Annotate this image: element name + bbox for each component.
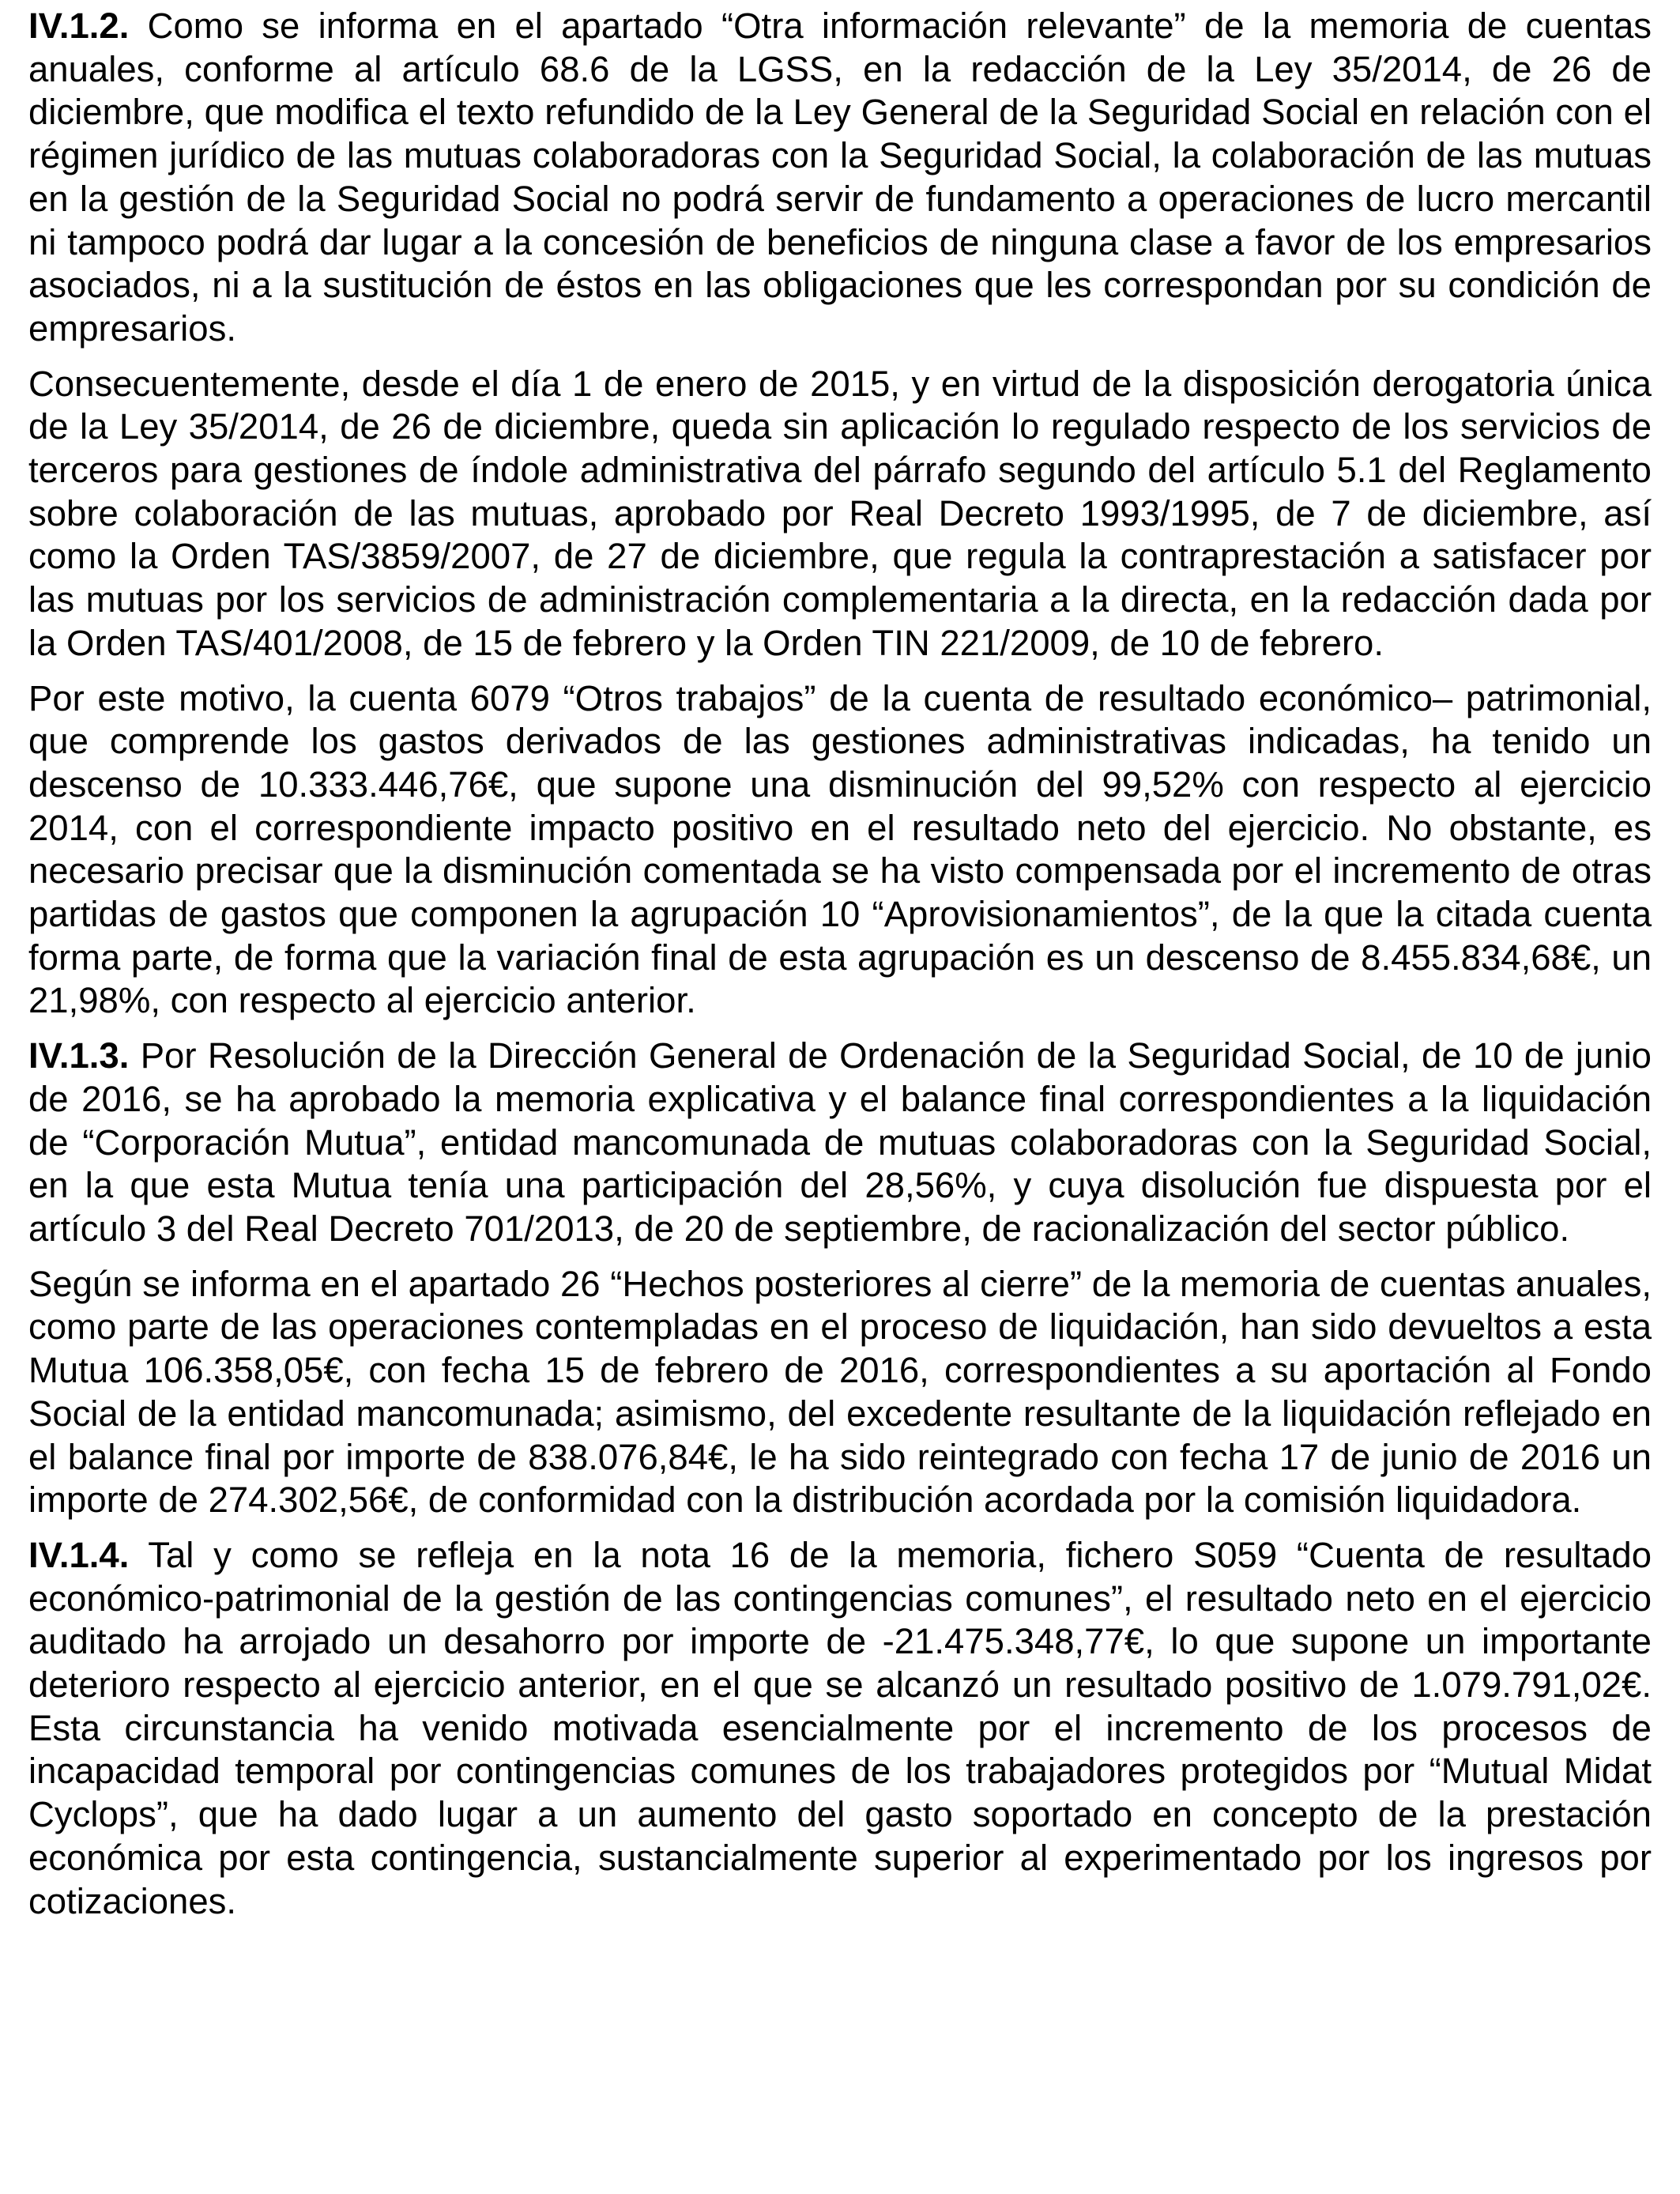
paragraph-text: Como se informa en el apartado “Otra información relevante” de la memoria de cuentas anuales, conforme al artículo 68.6 de la LGSS, en la redacción de la Ley 35/2014, de 26 de diciembre, que modifica el texto refundido de la Ley General de la Seguridad Social en relación con el régimen jurídico de las mutuas colaboradoras con la Seguridad Social, la colaboración de las mutuas en la gestión de la Seguridad Social no podrá servir de fundamento a operaciones de lucro mercantil ni tampoco podrá dar lugar a la concesión de beneficios de ninguna clase a favor de los empresarios asociados, ni a la sustitución de éstos en las obligaciones que les correspondan por su condición de empresarios. (28, 6, 1652, 349)
paragraph-cuenta-6079 (28, 677, 1652, 1023)
paragraph-text: Por este motivo, la cuenta 6079 “Otros trabajos” de la cuenta de resultado económico– patrimonial, que comprende los gastos derivados de las gestiones administrativas indicadas, ha tenido un descenso de 10.333.446,76€, que supone una disminución del 99,52% con respecto al ejercicio 2014, con el correspondiente impacto positivo en el resultado neto del ejercicio. No obstante, es necesario precisar que la disminución comentada se ha visto compensada por el incremento de otras partidas de gastos que componen la agrupación 10 “Aprovisionamientos”, de la que la citada cuenta forma parte, de forma que la variación final de esta agrupación es un descenso de 8.455.834,68€, un 21,98%, con respecto al ejercicio anterior. (28, 677, 1652, 1021)
paragraph-text: Según se informa en el apartado 26 “Hechos posteriores al cierre” de la memoria de cuentas anuales, como parte de las operaciones contempladas en el proceso de liquidación, han sido devueltos a esta Mutua 106.358,05€, con fecha 15 de febrero de 2016, correspondientes a su aportación al Fondo Social de la entidad mancomunada; asimismo, del excedente resultante de la liquidación reflejado en el balance final por importe de 838.076,84€, le ha sido reintegrado con fecha 17 de junio de 2016 un importe de 274.302,56€, de conformidad con la distribución acordada por la comisión liquidadora. (28, 1263, 1652, 1521)
paragraph-iv-1-2 (28, 5, 1652, 351)
paragraph-text: Consecuentemente, desde el día 1 de enero de 2015, y en virtud de la disposición derogatoria única de la Ley 35/2014, de 26 de diciembre, queda sin aplicación lo regulado respecto de los servicios de terceros para gestiones de índole administrativa del párrafo segundo del artículo 5.1 del Reglamento sobre colaboración de las mutuas, aprobado por Real Decreto 1993/1995, de 7 de diciembre, así como la Orden TAS/3859/2007, de 27 de diciembre, que regula la contraprestación a satisfacer por las mutuas por los servicios de administración complementaria a la directa, en la redacción dada por la Orden TAS/401/2008, de 15 de febrero y la Orden TIN 221/2009, de 10 de febrero. (28, 363, 1652, 663)
paragraph-iv-1-3 (28, 1035, 1652, 1251)
paragraph-hechos-posteriores (28, 1263, 1652, 1522)
paragraph-iv-1-4 (28, 1534, 1652, 1923)
paragraph-text: Por Resolución de la Dirección General de Ordenación de la Seguridad Social, de 10 de junio de 2016, se ha aprobado la memoria explicativa y el balance final correspondientes a la liquidación de “Corporación Mutua”, entidad mancomunada de mutuas colaboradoras con la Seguridad Social, en la que esta Mutua tenía una participación del 28,56%, y cuya disolución fue dispuesta por el artículo 3 del Real Decreto 701/2013, de 20 de septiembre, de racionalización del sector público. (28, 1035, 1652, 1249)
section-label: IV.1.4. (28, 1534, 130, 1575)
paragraph-text: Tal y como se refleja en la nota 16 de la memoria, fichero S059 “Cuenta de resultado económico-patrimonial de la gestión de las contingencias comunes”, el resultado neto en el ejercicio auditado ha arrojado un desahorro por importe de -21.475.348,77€, lo que supone un importante deterioro respecto al ejercicio anterior, en el que se alcanzó un resultado positivo de 1.079.791,02€. Esta circunstancia ha venido motivada esencialmente por el incremento de los procesos de incapacidad temporal por contingencias comunes de los trabajadores protegidos por “Mutual Midat Cyclops”, que ha dado lugar a un aumento del gasto soportado en concepto de la prestación económica por esta contingencia, sustancialmente superior al experimentado por los ingresos por cotizaciones. (28, 1534, 1652, 1921)
paragraph-consecuentemente (28, 363, 1652, 665)
document-page (28, 5, 1652, 1935)
section-label: IV.1.2. (28, 6, 130, 46)
section-label: IV.1.3. (28, 1035, 130, 1076)
